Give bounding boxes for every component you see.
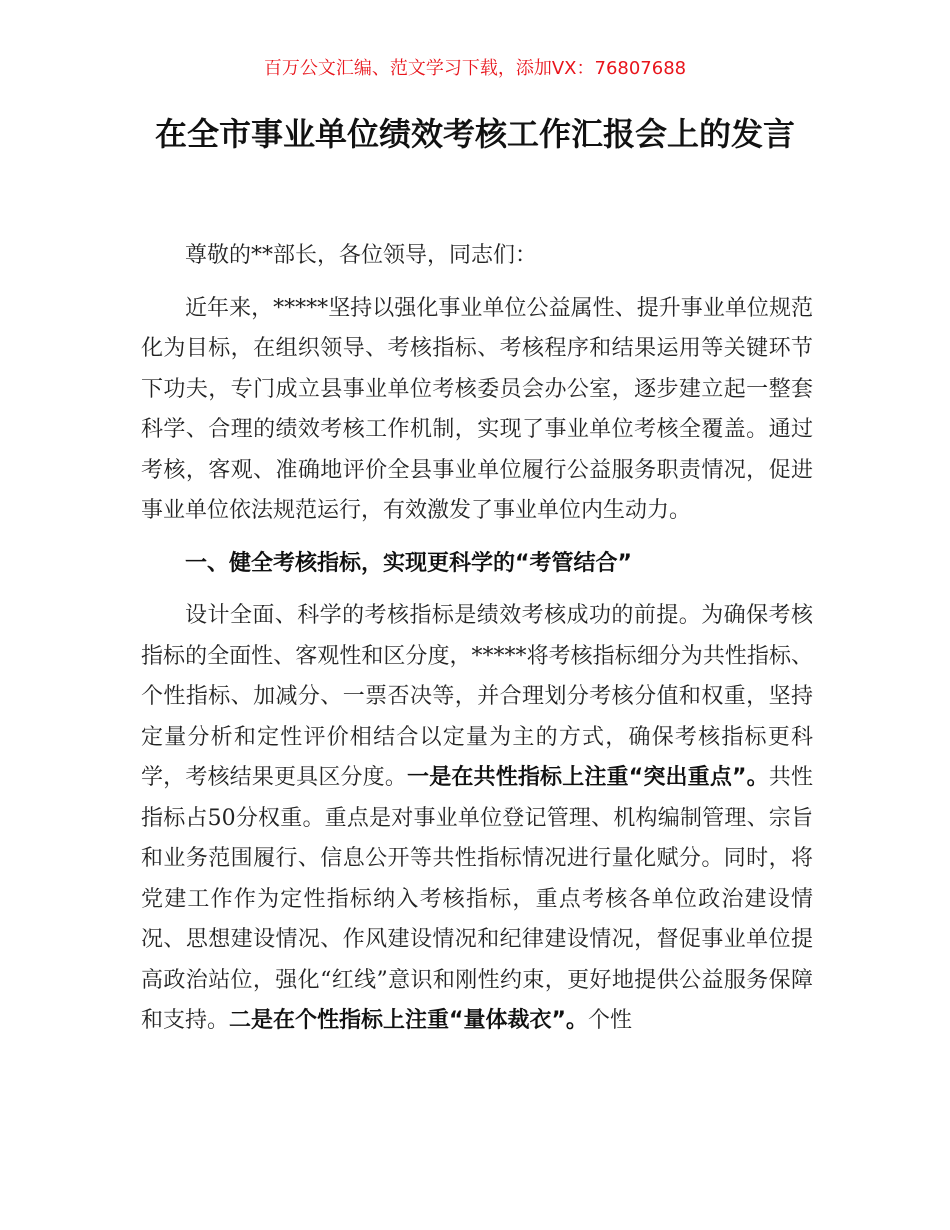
bold-point-one: 一是在共性指标上注重“突出重点”。 <box>407 765 769 790</box>
section-paragraph <box>141 596 813 1042</box>
salutation: 尊敬的**部长，各位领导，同志们： <box>185 243 538 268</box>
paragraph-text: 共性指标占50分权重。重点是对事业单位登记管理、机构编制管理、宗旨和业务范围履行、信息公开等共性指标情况进行量化赋分。同时，将党建工作作为定性指标纳入考核指标，重点考核各单位政治建设情况、思想建设情况、作风建设情况和纪律建设情况，督促事业单位提高政治站位，强化“红线”意识和刚性约束，更好地提供公益服务保障和支持。 <box>141 765 813 1033</box>
section-heading: 一、健全考核指标，实现更科学的“考管结合” <box>185 550 632 576</box>
promo-banner: 百万公文汇编、范文学习下载，添加VX：76807688 <box>263 58 687 79</box>
document-body <box>141 236 813 1054</box>
paragraph-text: 个性 <box>587 1008 632 1033</box>
document-title: 在全市事业单位绩效考核工作汇报会上的发言 <box>154 115 795 153</box>
paragraph-text: 设计全面、科学的考核指标是绩效考核成功的前提。为确保考核指标的全面性、客观性和区分度，*****将考核指标细分为共性指标、个性指标、加减分、一票否决等，并合理划分考核分值和权重，坚持定量分析和定性评价相结合以定量为主的方式，确保考核指标更科学，考核结果更具区分度。 <box>141 603 813 790</box>
bold-point-two: 二是在个性指标上注重“量体裁衣”。 <box>229 1008 588 1033</box>
intro-paragraph: 近年来，*****坚持以强化事业单位公益属性、提升事业单位规范化为目标，在组织领导、考核指标、考核程序和结果运用等关键环节下功夫，专门成立县事业单位考核委员会办公室，逐步建立起一整套科学、合理的绩效考核工作机制，实现了事业单位考核全覆盖。通过考核，客观、准确地评价全县事业单位履行公益服务职责情况，促进事业单位依法规范运行，有效激发了事业单位内生动力。 <box>141 295 813 523</box>
